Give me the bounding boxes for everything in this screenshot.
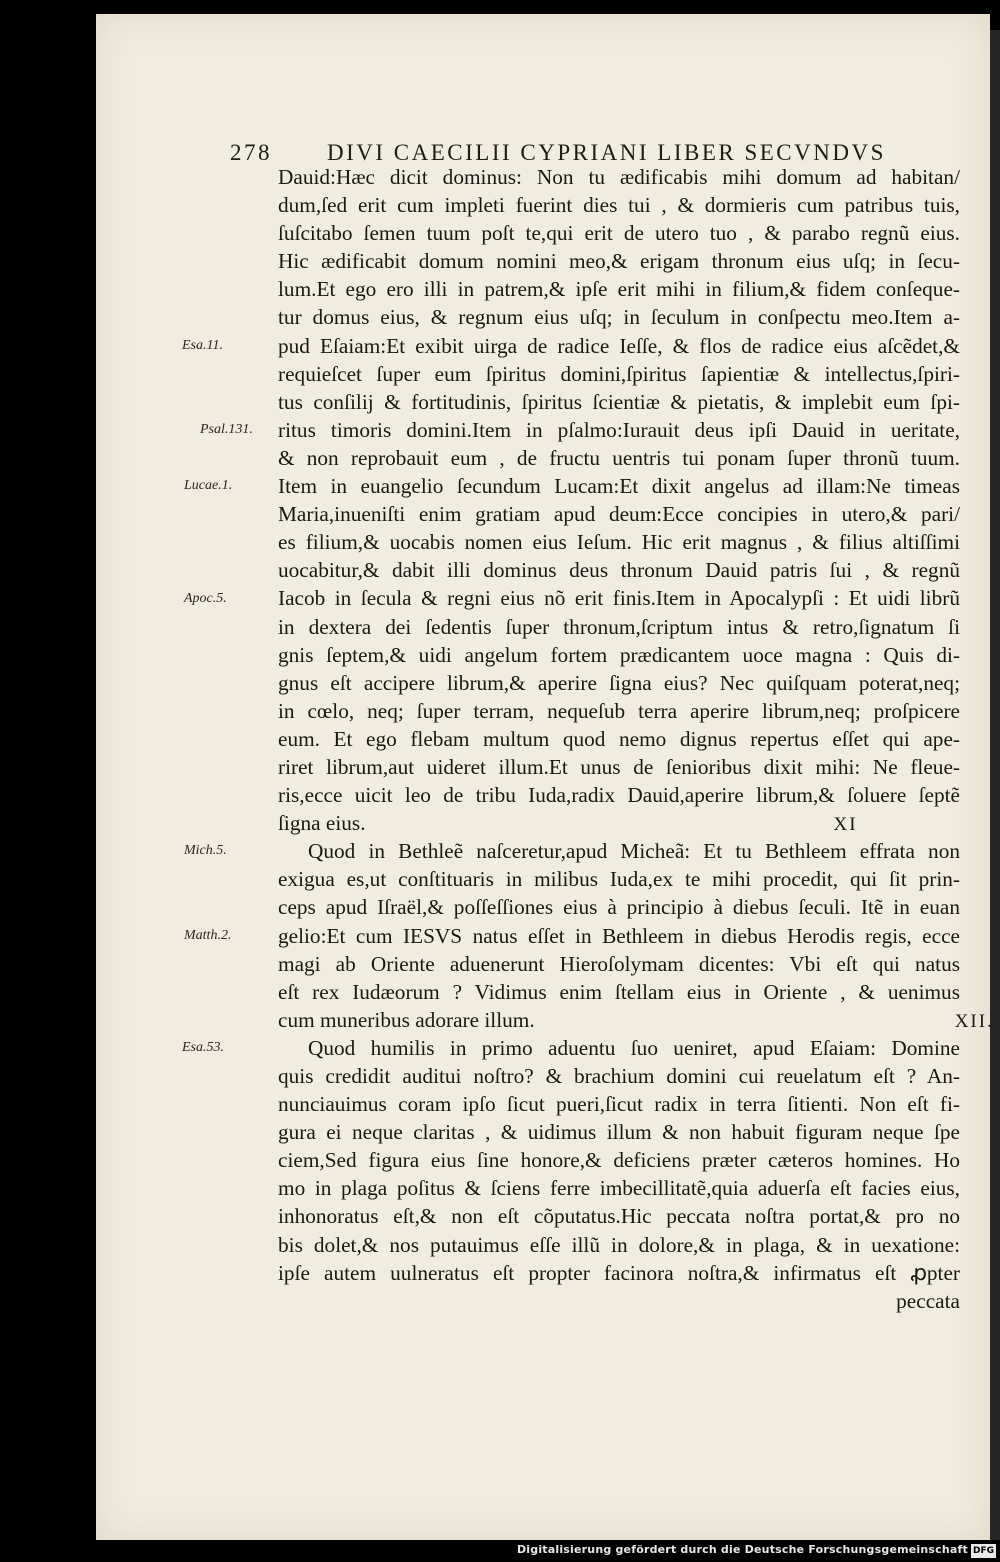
page-number: 278 [230, 140, 272, 165]
text-line: ſigna eius. XI [278, 809, 960, 837]
text-line: dum,ſed erit cum impleti fuerint dies tui , & dormieris cum patribus tuis, [278, 193, 960, 218]
text-line: gnis ſeptem,& uidi angelum fortem prædicantem uoce magna : Quis di- [278, 642, 960, 667]
text-line: gnus eſt accipere librum,& aperire ſigna eius? Nec quiſquam poterat,neq; [278, 670, 960, 695]
margin-note: Apoc.5. [184, 590, 227, 606]
dfg-logo: DFG [972, 1546, 994, 1556]
page-body-text [278, 163, 994, 1315]
text-line: eum. Et ego flebam multum quod nemo dignus repertus eſſet qui ape- [278, 726, 960, 751]
text-line: cum muneribus adorare illum. XII. [278, 1006, 960, 1034]
margin-note: Psal.131. [200, 421, 253, 437]
text-line: Maria,inueniſti enim gratiam apud deum:Ecce concipies in utero,& pari/ [278, 502, 960, 527]
text-line: magi ab Oriente aduenerunt Hieroſolymam dicentes: Vbi eſt qui natus [278, 951, 960, 976]
text-line: Item in euangelio ſecundum Lucam:Et dixit angelus ad illam:Ne timeas [278, 474, 960, 499]
text-line: ceps apud Iſraël,& poſſeſſiones eius à principio à diebus ſeculi. Itẽ in euan [278, 895, 960, 920]
text-line: in dextera dei ſedentis ſuper thronum,ſcriptum intus & retro,ſignatum ſi [278, 614, 960, 639]
margin-note: Lucae.1. [184, 478, 233, 494]
text-line: Iacob in ſecula & regni eius nõ erit finis.Item in Apocalypſi : Et uidi librũ [278, 586, 960, 611]
text-line: Quod in Bethleẽ naſceretur,apud Micheã: Et tu Bethleem effrata non [308, 839, 960, 864]
text-line: & non reprobauit eum , de fructu uentris tui ponam ſuper thronũ tuum. [278, 445, 960, 470]
text-line: ciem,Sed figura eius ſine honore,& deficiens præter cæteros homines. Ho [278, 1148, 960, 1173]
text-line: gelio:Et cum IESVS natus eſſet in Bethleem in diebus Herodis regis, ecce [278, 923, 960, 948]
text-line: gura ei neque claritas , & uidimus illum & non habuit figuram neque ſpe [278, 1120, 960, 1145]
text-line: bis dolet,& nos putauimus eſſe illũ in dolore,& in plaga, & in uexatione: [278, 1232, 960, 1257]
text-line: ipſe autem uulneratus eſt propter facinora noſtra,& infirmatus eſt ꝓpter [278, 1260, 960, 1285]
text-line: in cœlo, neq; ſuper terram, nequeſub terra aperire librum,neq; proſpicere [278, 698, 960, 723]
text-line: tur domus eius, & regnum eius uſq; in ſeculum in conſpectu meo.Item a- [278, 305, 960, 330]
text-line: pud Eſaiam:Et exibit uirga de radice Ieſſe, & flos de radice eius aſcẽdet,& [278, 333, 960, 358]
catchword: peccata [896, 1288, 960, 1313]
section-number-xii: XII. [954, 1010, 994, 1032]
text-line: lum.Et ego ero illi in patrem,& ipſe erit mihi in filium,& fidem conſeque- [278, 277, 960, 302]
text-line: requieſcet ſuper eum ſpiritus domini,ſpiritus ſapientiæ & intellectus,ſpiri- [278, 361, 960, 386]
text-line: nunciauimus coram ipſo ſicut pueri,ſicut radix in terra ſitienti. Non eſt fi- [278, 1092, 960, 1117]
margin-note: Matth.2. [184, 927, 232, 943]
text-line: ris,ecce uicit leo de tribu Iuda,radix Dauid,aperire librum,& ſoluere ſeptẽ [278, 783, 960, 808]
text-line: ſuſcitabo ſemen tuum poſt te,qui erit de utero tuo , & parabo regnũ eius. [278, 221, 960, 246]
text-line: inhonoratus eſt,& non eſt cõputatus.Hic peccata noſtra portat,& pro no [278, 1204, 960, 1229]
margin-note: Esa.11. [182, 337, 223, 353]
text-line: Dauid:Hæc dicit dominus: Non tu ædificabis mihi domum ad habitan/ [278, 165, 960, 189]
text-line: Quod humilis in primo aduentu ſuo ueniret, apud Eſaiam: Domine [308, 1035, 960, 1060]
text-line: Hic ædificabit domum nomini meo,& erigam thronum eius uſq; in ſecu- [278, 249, 960, 274]
footer-credit: Digitalisierung gefördert durch die Deutsche Forschungsgemeinschaft [516, 1543, 968, 1556]
text-line: exigua es,ut conſtituaris in milibus Iuda,ex te mihi procedit, qui ſit prin- [278, 867, 960, 892]
text-line: uocabitur,& dabit illi dominus deus thronum Dauid patris ſui , & regnũ [278, 558, 960, 583]
text-line: tus conſilij & fortitudinis, ſpiritus ſcientiæ & pietatis, & implebit eum ſpi- [278, 389, 960, 414]
text-line: eſt rex Iudæorum ? Vidimus enim ſtellam eius in Oriente , & uenimus [278, 979, 960, 1004]
text-line: quis credidit auditui noſtro? & brachium domini cui reuelatum eſt ? An- [278, 1064, 960, 1088]
text-line: riret librum,aut uideret illum.Et unus de ſenioribus dixit mihi: Ne fleue- [278, 754, 960, 779]
running-title: DIVI CAECILII CYPRIANI LIBER SECVNDVS [327, 140, 886, 165]
text-line: es filium,& uocabis nomen eius Ieſum. Hic erit magnus , & filius altiſſimi [278, 530, 960, 555]
margin-note: Esa.53. [182, 1040, 224, 1056]
text-line: ritus timoris domini.Item in pſalmo:Iurauit deus ipſi Dauid in ueritate, [278, 417, 960, 442]
digitization-footer [0, 1541, 1000, 1562]
section-number-xi: XI [833, 814, 858, 836]
margin-note: Mich.5. [184, 843, 227, 859]
text-line: mo in plaga poſitus & ſciens ferre imbecillitatẽ,quia aduerſa eſt facies eius, [278, 1176, 960, 1201]
